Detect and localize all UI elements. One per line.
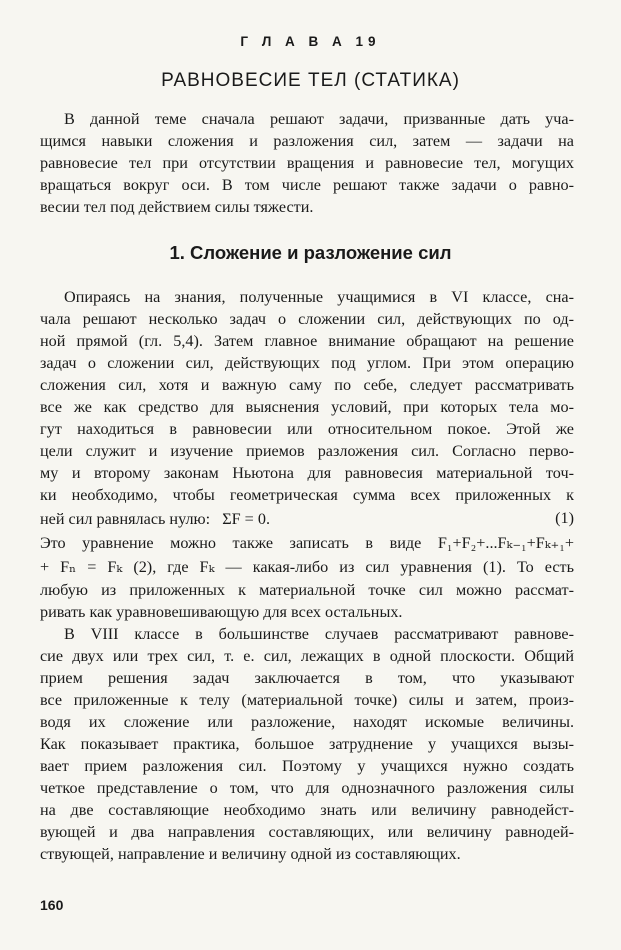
text-line: щимся навыки сложения и разложения сил, затем — задачи на [40,132,574,150]
text-line: вующей и два направления составляющих, или величину равнодей- [40,823,574,841]
chapter-title: РАВНОВЕСИЕ ТЕЛ (СТАТИКА) [161,70,460,91]
equation-intro: ней сил равнялась нулю: [40,510,211,528]
equation-formula: ΣF = 0. [222,510,270,528]
text-line: все приложенные к телу (материальной точке) силы и затем, произ- [40,691,574,709]
text-line: В VIII классе в большинстве случаев рассматривают равнове- [64,625,574,643]
page-number: 160 [40,897,64,913]
text-line: весии тел под действием силы тяжести. [40,198,314,216]
text-line: сие двух или трех сил, т. е. сил, лежащих в одной плоскости. Общий [40,647,574,665]
text-line: вает прием разложения сил. Поэтому у учащихся нужно создать [40,757,574,775]
text-line: ствующей, направление и величину одной из составляющих. [40,845,461,863]
text-line: Как показывает практика, большое затруднение у учащихся вызы- [40,735,574,753]
text-line: вращаться вокруг оси. В том числе решают также задачи о равно- [40,176,574,194]
text-line: ривать как уравновешивающую для всех остальных. [40,603,403,621]
text-line: ной прямой (гл. 5,4). Затем главное внимание обращают на решение [40,332,574,350]
section-heading: 1. Сложение и разложение сил [169,242,452,263]
text-line: прием решения задач заключается в том, что указывают [40,669,574,687]
text-line: гут находиться в равновесии или относительном покое. Этой же [40,420,574,438]
formula-line: Это уравнение можно также записать в виде F₁+F₂+...Fₖ₋₁+Fₖ₊₁+ [40,534,574,552]
text-line: задач о сложении сил, действующих под углом. При этом операцию [40,354,574,372]
equation-number: (1) [555,509,574,527]
text-line: любую из приложенных к материальной точке сил можно рассмат- [40,581,574,599]
text-line: на две составляющие необходимо знать или величину равнодейст- [40,801,574,819]
text-line: му и второму законам Ньютона для равновесия материальной точ- [40,464,574,482]
chapter-heading: Г Л А В А 19 [240,34,381,49]
text-line: цели служит и изучение приемов разложения сил. Согласно перво- [40,442,574,460]
text-line: Опираясь на знания, полученные учащимися в VI классе, сна- [64,288,574,306]
text-line: сложения сил, хотя и важную саму по себе, следует рассматривать [40,376,574,394]
text-line: четкое представление о том, что для однозначного разложения силы [40,779,574,797]
text-line: водя их сложение или разложение, находят искомые величины. [40,713,574,731]
equation-line [40,509,340,529]
formula-line: + Fₙ = Fₖ (2), где Fₖ — какая-либо из сил уравнения (1). То есть [40,558,574,576]
text-line: все же как средство для выяснения условий, при которых тела мо- [40,398,574,416]
text-line: ки необходимо, чтобы геометрическая сумма всех приложенных к [40,486,574,504]
text-line: В данной теме сначала решают задачи, призванные дать уча- [64,110,574,128]
text-line: чала решают несколько задач о сложении сил, действующих по од- [40,310,574,328]
text-line: равновесие тел при отсутствии вращения и равновесие тел, могущих [40,154,574,172]
